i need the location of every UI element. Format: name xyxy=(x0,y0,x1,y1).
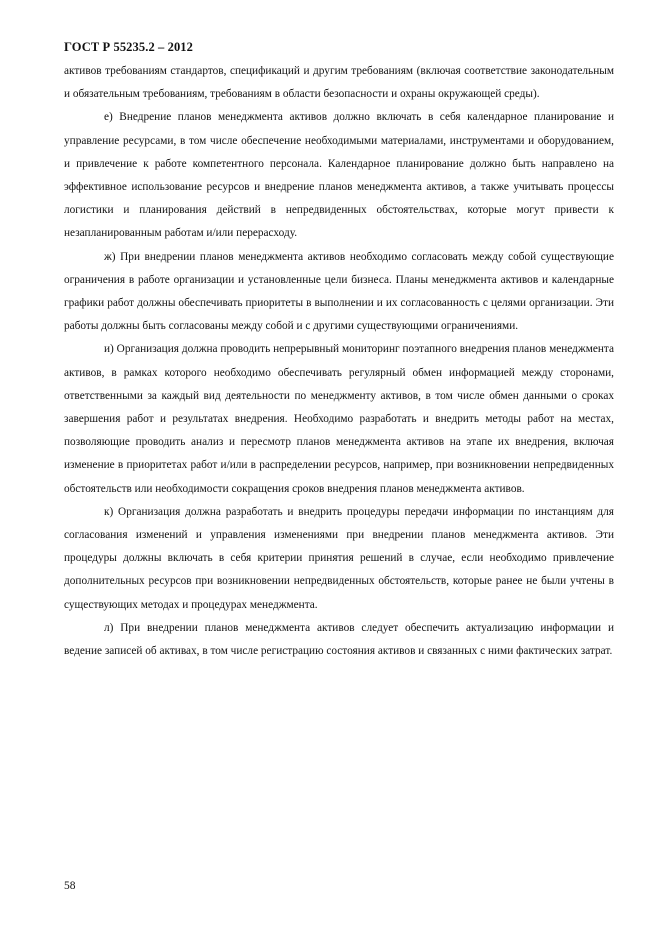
page-number: 58 xyxy=(64,880,76,892)
body-text xyxy=(64,60,614,663)
paragraph-i: и) Организация должна проводить непрерывный мониторинг поэтапного внедрения планов менеджмента активов, в рамках которого необходимо обеспечивать регулярный обмен информацией между сторонами, ответственными за каждый вид деятельности по менеджменту активов, в том числе обмен данными о сроках завершения работ и результатах внедрения. Необходимо разработать и внедрить методы работ на местах, позволяющие проводить анализ и пересмотр планов менеджмента активов на этапе их внедрения, включая изменение в приоритетах работ и/или в распределении ресурсов, например, при возникновении непредвиденных обстоятельств или необходимости сокращения сроков внедрения планов менеджмента активов. xyxy=(64,343,614,495)
paragraph-e: е) Внедрение планов менеджмента активов должно включать в себя календарное планирование и управление ресурсами, в том числе обеспечение необходимыми материалами, инструментами и оборудованием, и привлечение к работе компетентного персонала. Календарное планирование должно быть направлено на эффективное использование ресурсов и внедрение планов менеджмента активов, а также учитывать процессы логистики и планирования действий в непредвиденных обстоятельствах, которые могут привести к незапланированным работам и/или перерасходу. xyxy=(64,111,614,240)
paragraph-k: к) Организация должна разработать и внедрить процедуры передачи информации по инстанциям для согласования изменений и управления изменениями при внедрении планов менеджмента активов. Эти процедуры должны включать в себя критерии принятия решений в случае, если необходимо привлечение дополнительных ресурсов при возникновении непредвиденных обстоятельств, которые ранее не были учтены в существующих методах и процедурах менеджмента. xyxy=(64,505,614,611)
paragraph-l: л) При внедрении планов менеджмента активов следует обеспечить актуализацию информации и ведение записей об активах, в том числе регистрацию состояния активов и связанных с ними фактических затрат. xyxy=(64,621,614,658)
paragraph-zh: ж) При внедрении планов менеджмента активов необходимо согласовать между собой существующие ограничения в работе организации и установленные цели бизнеса. Планы менеджмента активов и календарные графики работ должны обеспечивать приоритеты в выполнении и их согласованность с целями организации. Эти работы должны быть согласованы между собой и с другими существующими ограничениями. xyxy=(64,250,614,333)
paragraph-continuation: активов требованиям стандартов, спецификаций и другим требованиям (включая соответствие законодательным и обязательным требованиям, требованиям в области безопасности и охраны окружающей среды). xyxy=(64,65,614,101)
standard-code-header: ГОСТ Р 55235.2 – 2012 xyxy=(64,40,193,54)
